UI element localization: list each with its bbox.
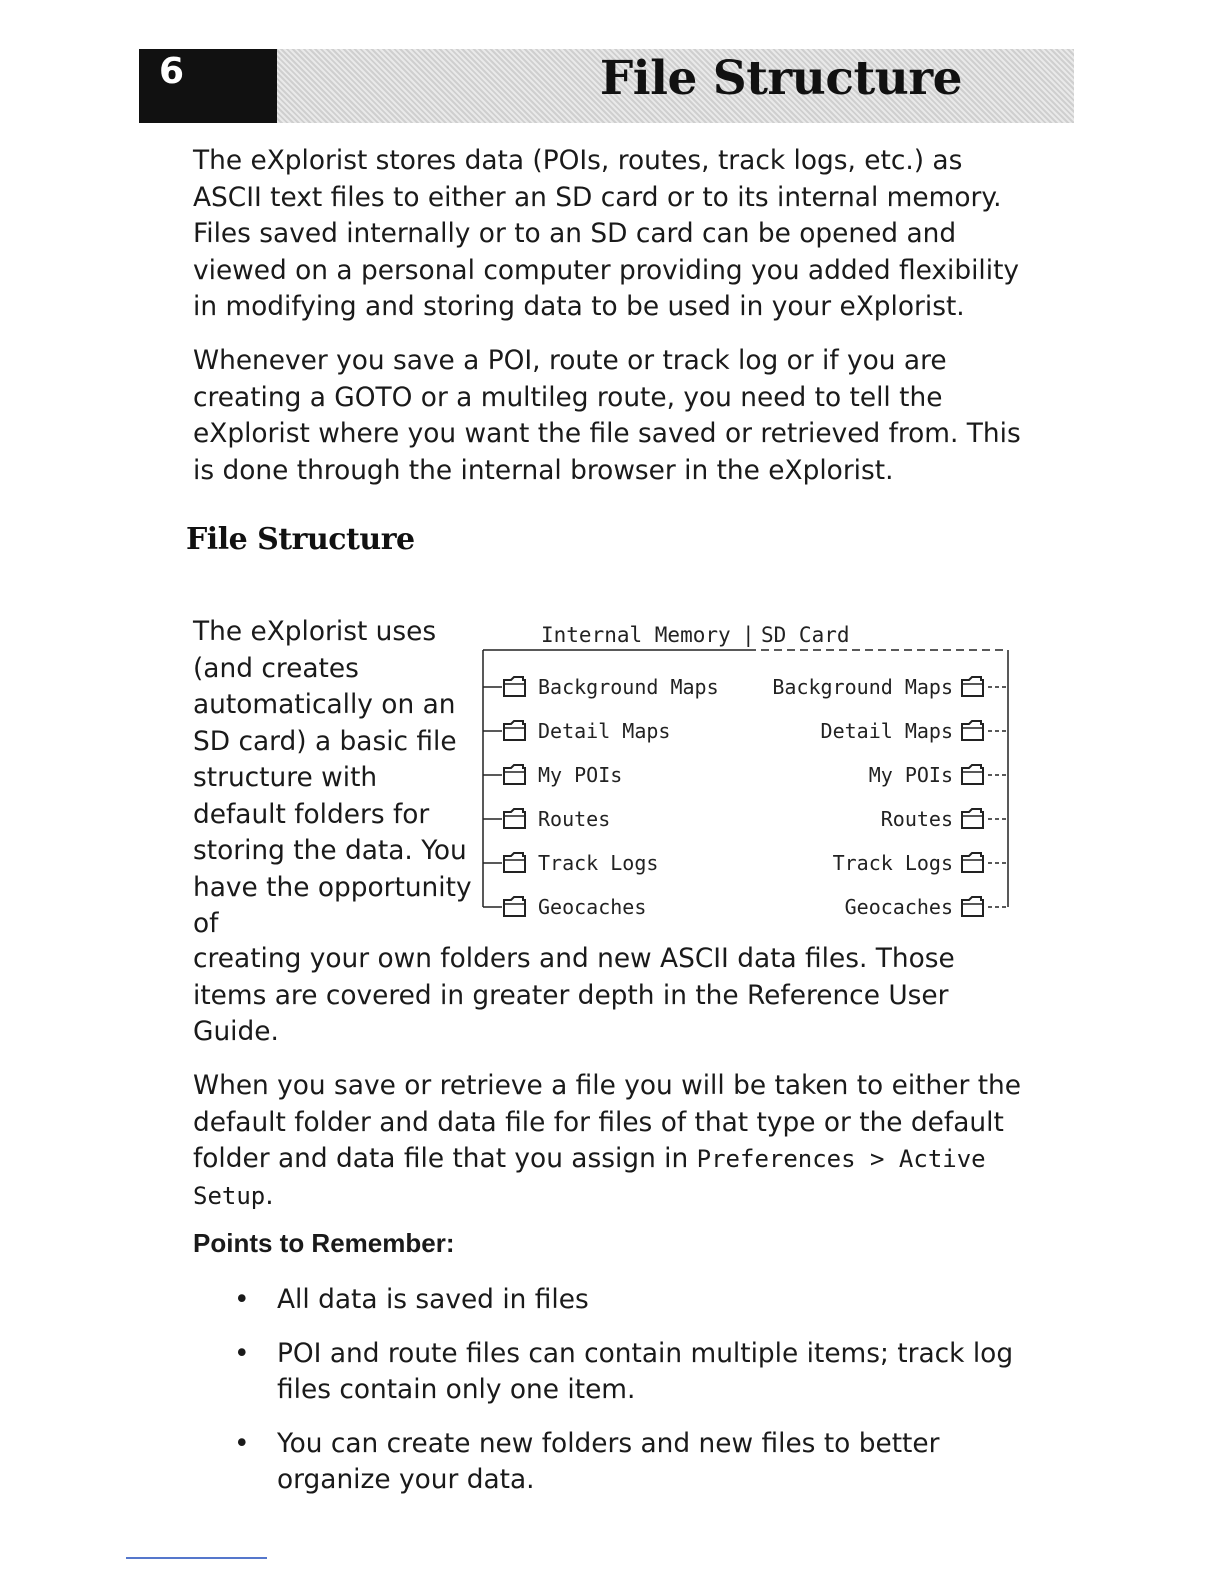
folder-label-sd: My POIs [868,763,953,787]
preferences-menu-path: Preferences > Active Setup [193,1145,986,1210]
folder-label-internal: Background Maps [538,675,719,699]
save-paragraph [193,1068,1033,1214]
section-continuation: creating your own folders and new ASCII data files. Those items are covered in greater depth in the Reference User Guide. [193,943,955,1047]
folder-icon [962,897,983,916]
bullet: • [234,1427,250,1459]
sd-card-label: SD Card [761,623,850,647]
folder-label-sd: Background Maps [772,675,953,699]
folder-label-sd: Geocaches [844,895,953,919]
folder-icon [504,809,525,828]
footer-rule [126,1557,267,1559]
folder-label-internal: Geocaches [538,895,647,919]
points-heading: Points to Remember: [193,1228,455,1258]
list-item [228,1336,1028,1409]
folder-icon [962,765,983,784]
intro-paragraph-2: Whenever you save a POI, route or track log or if you are creating a GOTO or a multileg route, you need to tell the eXplorist where you want the file saved or retrieved from. This is done through the internal browser in the eXplorist. [193,345,1021,486]
folder-label-sd: Detail Maps [820,719,953,743]
point-text: All data is saved in files [277,1284,589,1315]
folder-label-internal: Detail Maps [538,719,671,743]
page-number-box [139,49,277,123]
folder-icon [962,721,983,740]
page-header [139,49,1074,123]
bullet: • [234,1337,250,1369]
save-paragraph-end: . [265,1179,274,1211]
points-list [228,1282,1028,1516]
section-title: File Structure [186,522,415,557]
folder-icon [962,809,983,828]
folder-icon [504,765,525,784]
folder-label-internal: Routes [538,807,611,831]
folder-icon [504,721,525,740]
folder-icon [504,853,525,872]
internal-folder-list [483,675,719,919]
folder-label-internal: My POIs [538,763,623,787]
internal-memory-label: Internal Memory [541,623,731,647]
save-paragraph-text: When you save or retrieve a file you will be taken to either the default folder and data file for files of that type or the default folder and data file that you assign in [193,1070,1022,1174]
point-text: You can create new folders and new files to better organize your data. [277,1427,940,1495]
section-side-text: The eXplorist uses (and creates automatically on an SD card) a basic file structure with default folders for storing the data. You have the opportunity of [193,616,472,939]
folder-icon [504,897,525,916]
header-separator: | [742,623,755,647]
folder-icon [504,677,525,696]
folder-icon [962,853,983,872]
list-item [228,1282,1028,1319]
file-structure-diagram [476,612,1014,922]
folder-label-sd: Track Logs [832,851,953,875]
folder-icon [962,677,983,696]
folder-label-sd: Routes [880,807,953,831]
sd-folder-list [772,675,1008,919]
chapter-title: File Structure [599,51,962,106]
bullet: • [234,1284,250,1315]
list-item [228,1426,1028,1499]
page-number: 6 [159,51,185,92]
folder-label-internal: Track Logs [538,851,659,875]
intro-paragraph-1: The eXplorist stores data (POIs, routes, track logs, etc.) as ASCII text files to either an SD card or to its internal memory. Files saved internally or to an SD card can be opened and viewed on a personal computer providing you added flexibility in modifying and storing data to be used in your eXplorist. [193,145,1020,322]
point-text: POI and route files can contain multiple items; track log files contain only one item. [277,1337,1014,1405]
